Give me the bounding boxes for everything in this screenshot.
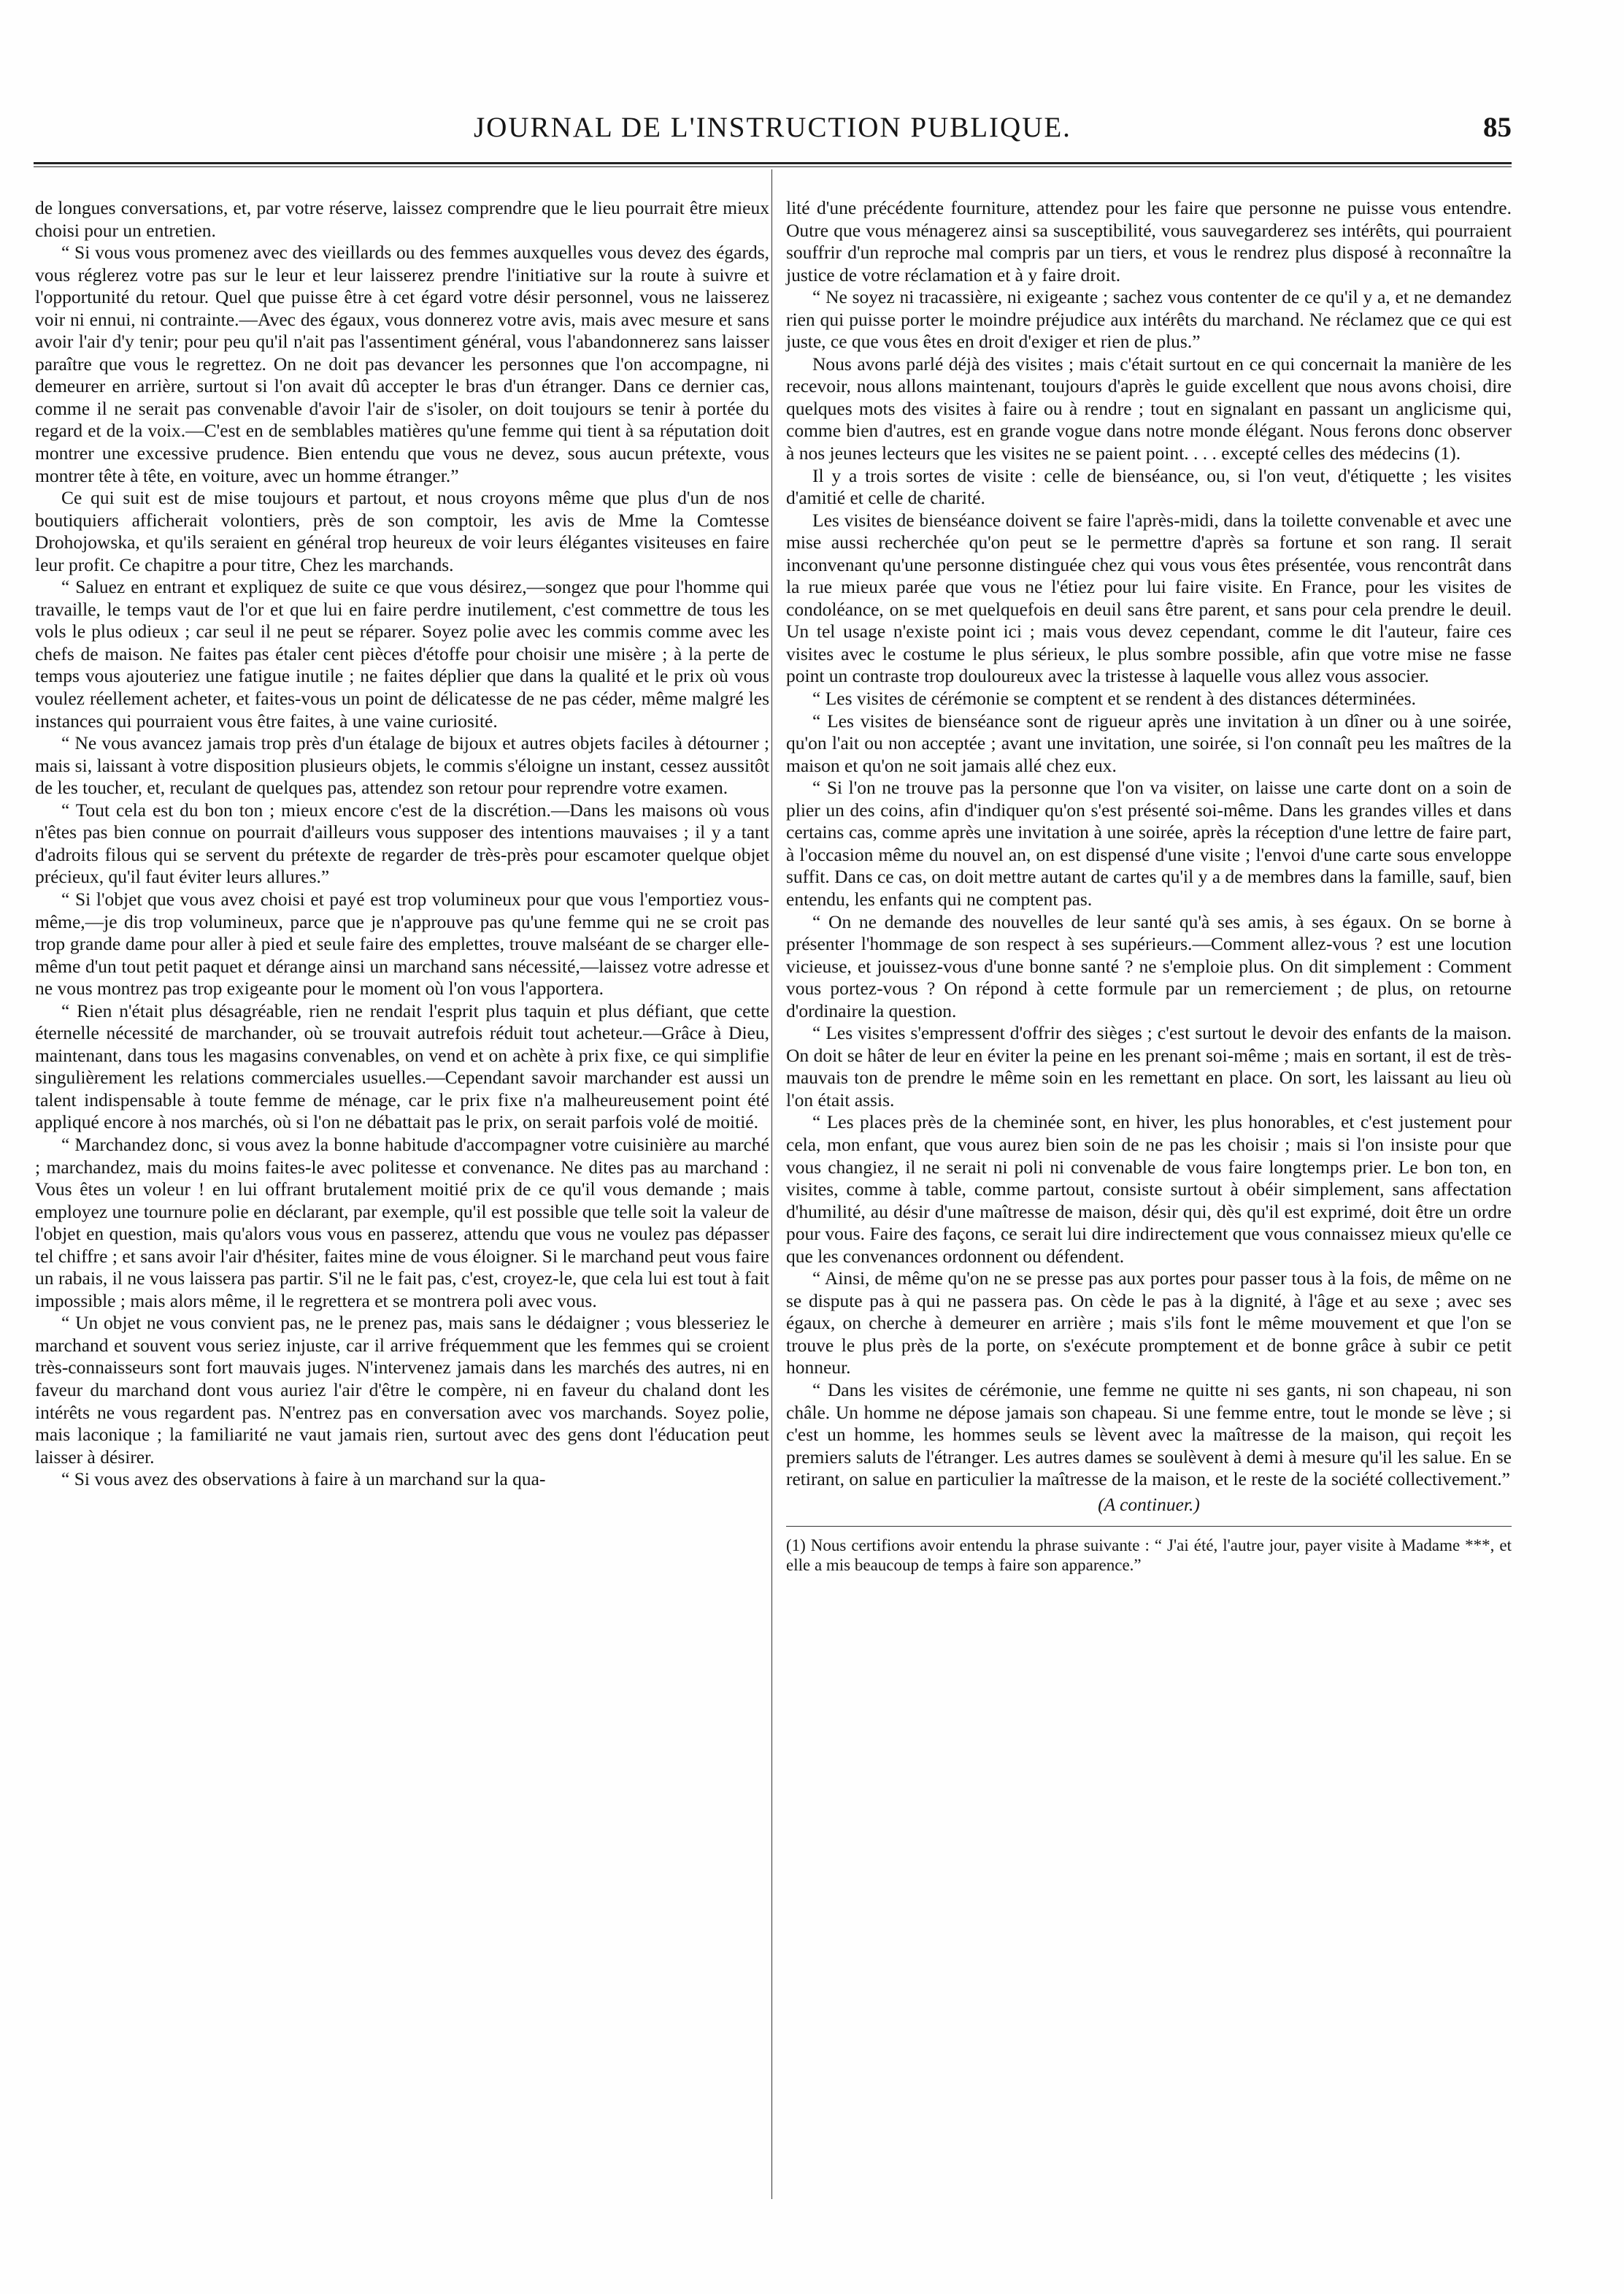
paragraph: Nous avons parlé déjà des visites ; mais c'était surtout en ce qui concernait la manière de les recevoir, nous allons maintenant, toujours d'après le guide excellent que nous avons choisi, dire quelques mots des visites à faire ou à rendre ; tout en signalant en passant un anglicisme qui, comme bien d'autres, est en grande vogue dans notre monde élégant. Nous ferons donc observer à nos jeunes lecteurs que les visites ne se paient point. . . . excepté celles des médecins (1). — [786, 353, 1512, 464]
paragraph: “ Tout cela est du bon ton ; mieux encore c'est de la discrétion.—Dans les maisons où vous n'êtes pas bien connue on pourrait d'ailleurs vous supposer des intentions mauvaises ; il y a tant d'adroits filous qui se servent du prétexte de regarder de très-près pour escamoter quelque objet précieux, qu'il faut éviter leurs allures.” — [35, 799, 769, 888]
paragraph: “ Les visites s'empressent d'offrir des sièges ; c'est surtout le devoir des enfants de la maison. On doit se hâter de leur en éviter la peine en les prenant soi-même ; mais en sortant, il est de très-mauvais ton de prendre le même soin en les remettant en place. On sort, les laissant au lieu où l'on était assis. — [786, 1022, 1512, 1110]
paragraph: “ Si l'on ne trouve pas la personne que l'on va visiter, on laisse une carte dont on a soin de plier un des coins, afin d'indiquer qu'on s'est présenté soi-même. Dans les grandes villes et dans certains cas, comme après une invitation à une soirée, après la réception d'une lettre de faire part, à l'occasion même du nouvel an, on est dispensé d'une visite ; l'envoi d'une carte sous enveloppe suffit. Dans ce cas, on doit mettre autant de cartes qu'il y a de membres dans la famille, sauf, bien entendu, les enfants qui ne comptent pas. — [786, 777, 1512, 910]
paragraph: Ce qui suit est de mise toujours et partout, et nous croyons même que plus d'un de nos boutiquiers afficherait volontiers, près de son comptoir, les avis de Mme la Comtesse Drohojowska, et qu'ils seraient en général trop heureux de voir leurs élégantes visiteuses en faire leur profit. Ce chapitre a pour titre, Chez les marchands. — [35, 487, 769, 575]
paragraph: “ Saluez en entrant et expliquez de suite ce que vous désirez,—songez que pour l'homme qui travaille, le temps vaut de l'or et que lui en faire perdre inutilement, c'est commettre de tous les vols le plus odieux ; car seul il ne peut se réparer. Soyez polie avec les commis comme avec les chefs de maison. Ne faites pas étaler cent pièces d'étoffe pour choisir une misère ; à la perte de temps vous ajouteriez une fatigue inutile ; ne faites déplier que dans la qualité et le prix où vous voulez réellement acheter, et faites-vous un point de délicatesse de ne pas céder, même malgré les instances qui pourraient vous être faites, à une vaine curiosité. — [35, 576, 769, 732]
paragraph: “ Si vous avez des observations à faire à un marchand sur la qua- — [61, 1468, 546, 1490]
header-rule — [34, 162, 1512, 167]
paragraph: “ Si vous vous promenez avec des vieillards ou des femmes auxquelles vous devez des égards, vous réglerez votre pas sur le leur et leur laisserez prendre l'initiative sur la route à suivre et l'opportunité du retour. Quel que puisse être à cet égard votre désir personnel, vous ne laisserez voir ni ennui, ni contrainte.—Avec des égaux, vous donnerez votre avis, mais avec mesure et sans avoir l'air d'y tenir; pour peu qu'il n'ait pas l'assentiment général, vous l'abandonnerez sans laisser paraître que vous le regrettez. On ne doit pas devancer les personnes que l'on accompagne, ni demeurer en arrière, surtout si l'on avait dû accepter le bras d'un étranger. Dans ce dernier cas, comme il ne serait pas convenable d'avoir l'air de s'isoler, on doit toujours se tenir à portée du regard et de la voix.—C'est en de semblables matières qu'une femme qui tient à sa réputation doit montrer une excessive prudence. Bien entendu que vous ne devez, sous aucun prétexte, vous montrer tête à tête, en voiture, avec un homme étranger.” — [35, 242, 769, 486]
footnote: (1) Nous certifions avoir entendu la phrase suivante : “ J'ai été, l'autre jour, payer visite à Madame ***, et elle a mis beaucoup de temps à faire son apparence.” — [786, 1536, 1512, 1575]
paragraph: “ Ainsi, de même qu'on ne se presse pas aux portes pour passer tous à la fois, de même on ne se dispute pas à qui ne passera pas. On cède le pas à la dignité, à l'âge et au sexe ; avec ses égaux, on cherche à demeurer en arrière ; mais s'ils font le même mouvement et que l'on se trouve le plus près de la porte, on s'exécute promptement et de bonne grâce à subir ce petit honneur. — [786, 1267, 1512, 1378]
paragraph: “ Si l'objet que vous avez choisi et payé est trop volumineux pour que vous l'emportiez vous-même,—je dis trop volumineux, parce que je n'approuve pas qu'une femme qui ne se croit pas trop grande dame pour aller à pied et seule faire des emplettes, trouve malséant de se charger elle-même d'un tout petit paquet et dérange ainsi un marchand sans nécessité,—laissez votre adresse et ne vous montrez pas trop exigeante pour le moment où l'on vous l'apportera. — [35, 888, 769, 1000]
right-column — [786, 197, 1512, 1575]
paragraph: “ Les visites de bienséance sont de rigueur après une invitation à un dîner ou à une soirée, qu'on l'ait ou non acceptée ; avant une invitation, une soirée, si l'on connaît peu les maîtres de la maison et qu'on ne soit jamais allé chez eux. — [786, 710, 1512, 776]
paragraph: “ Marchandez donc, si vous avez la bonne habitude d'accompagner votre cuisinière au marché ; marchandez, mais du moins faites-le avec politesse et convenance. Ne dites pas au marchand : Vous êtes un voleur ! en lui offrant brutalement moitié prix de ce qu'il vous demande ; mais employez une tournure polie en déclarant, par exemple, qu'il est possible que telle soit la valeur de l'objet en question, mais qu'alors vous vous en passerez, attendu que vous ne voulez pas dépasser tel chiffre ; et sans avoir l'air d'hésiter, faites mine de vous éloigner. Si le marchand peut vous faire un rabais, il ne vous laissera pas partir. S'il ne le fait pas, c'est, croyez-le, que cela lui est tout à fait impossible ; mais alors même, il le regrettera et se montrera poli avec vous. — [35, 1133, 769, 1311]
paragraph: “ Un objet ne vous convient pas, ne le prenez pas, mais sans le dédaigner ; vous blesseriez le marchand et souvent vous seriez injuste, car il arrive fréquemment que les femmes qui se croient très-connaisseurs sont fort mauvais juges. N'intervenez jamais dans les marchés des autres, ni en faveur du marchand dont vous auriez l'air d'être le compère, ni en faveur du chaland dont les intérêts ne vous regardent pas. N'entrez pas en conversation avec vos marchands. Soyez polie, mais laconique ; la familiarité ne vaut jamais rien, surtout avec des gens dont l'éducation peut laisser à désirer. — [35, 1312, 769, 1468]
paragraph: “ On ne demande des nouvelles de leur santé qu'à ses amis, à ses égaux. On se borne à présenter l'hommage de son respect à ses supérieurs.—Comment allez-vous ? est une locution vicieuse, et jouissez-vous d'une bonne santé ? ne s'emploie plus. On dit simplement : Comment vous portez-vous ? On répond à cette formule par un remerciement ; de plus, on retourne d'ordinaire la question. — [786, 910, 1512, 1021]
column-divider — [771, 169, 772, 2199]
page-number: 85 — [1483, 112, 1512, 143]
journal-title: JOURNAL DE L'INSTRUCTION PUBLIQUE. — [474, 112, 1071, 143]
paragraph: Il y a trois sortes de visite : celle de bienséance, ou, si l'on veut, d'étiquette ; les visites d'amitié et celle de charité. — [786, 464, 1512, 509]
page-header — [34, 102, 1512, 153]
left-column — [35, 197, 769, 1491]
paragraph: “ Ne vous avancez jamais trop près d'un étalage de bijoux et autres objets faciles à détourner ; mais si, laissant à votre disposition plusieurs objets, le commis s'éloigne un instant, cessez aussitôt de les toucher, et, reculant de quelques pas, attendez son retour pour reprendre votre examen. — [35, 732, 769, 799]
paragraph: “ Les places près de la cheminée sont, en hiver, les plus honorables, et c'est justement pour cela, mon enfant, que vous aurez bien soin de ne pas les choisir ; mais si l'on insiste pour que vous changiez, il ne serait ni poli ni convenable de vous faire longtemps prier. Le bon ton, en visites, comme à table, comme partout, consiste surtout à obéir simplement, sans affectation d'humilité, au désir d'une maîtresse de maison, désir qui, dès qu'il est exprimé, doit être un ordre pour vous. Faire des façons, ce serait lui dire indirectement que vous connaissez mieux qu'elle ce que les convenances ordonnent ou défendent. — [786, 1111, 1512, 1267]
continuation-note: (A continuer.) — [1098, 1493, 1200, 1515]
paragraph: “ Ne soyez ni tracassière, ni exigeante ; sachez vous contenter de ce qu'il y a, et ne demandez rien qui puisse porter le moindre préjudice aux intérêts du marchand. Ne réclamez que ce qui est juste, ce que vous êtes en droit d'exiger et rien de plus.” — [786, 286, 1512, 353]
paragraph: Les visites de bienséance doivent se faire l'après-midi, dans la toilette convenable et avec une mise aussi recherchée qu'on peut se le permettre d'après sa fortune et son rang. Il serait inconvenant qu'une personne distinguée chez qui vous vous êtes présentée, vous rencontrât dans la rue mieux parée que vous ne l'étiez pour lui faire visite. En France, pour les visites de condoléance, on se met quelquefois en deuil sans être parent, et sans pour cela prendre le deuil. Un tel usage n'existe point ici ; mais vous devez cependant, comme le dit l'auteur, faire ces visites avec le costume le plus sérieux, le plus sombre possible, afin que votre mise ne fasse point un contraste trop douloureux avec la tristesse à laquelle vous allez vous associer. — [786, 509, 1512, 687]
paragraph: “ Les visites de cérémonie se comptent et se rendent à des distances déterminées. — [812, 688, 1417, 710]
paragraph: “ Dans les visites de cérémonie, une femme ne quitte ni ses gants, ni son chapeau, ni son châle. Un homme ne dépose jamais son chapeau. Si une femme entre, tout le monde se lève ; si c'est un homme, les hommes seuls se lèvent avec la maîtresse de la maison, qui reçoit les premiers saluts de l'étranger. Les autres dames se soulèvent à demi à mesure qu'il les salue. En se retirant, on salue en particulier la maîtresse de la maison, et le reste de la société collectivement.” — [786, 1378, 1512, 1490]
paragraph: lité d'une précédente fourniture, attendez pour les faire que personne ne puisse vous entendre. Outre que vous ménagerez ainsi sa susceptibilité, vous sauvegarderez ses intérêts, qui pourraient souffrir d'un reproche mal compris par un tiers, et vous le rendrez plus disposé à reconnaître la justice de votre réclamation et à y faire droit. — [786, 197, 1512, 285]
footnote-rule — [786, 1526, 1512, 1527]
paragraph: de longues conversations, et, par votre réserve, laissez comprendre que le lieu pourrait être mieux choisi pour un entretien. — [35, 197, 769, 241]
paragraph: “ Rien n'était plus désagréable, rien ne rendait l'esprit plus taquin et plus défiant, que cette éternelle nécessité de marchander, où se trouvait autrefois réduit tout acheteur.—Grâce à Dieu, maintenant, dans tous les magasins convenables, on vend et on achète à prix fixe, ce qui simplifie singulièrement les relations commerciales usuelles.—Cependant savoir marchander est aussi un talent indispensable à toute femme de ménage, car le prix fixe n'a malheureusement point été appliqué encore à nos marchés, où si l'on ne débattait pas le prix, on serait parfois volé de moitié. — [35, 1000, 769, 1133]
